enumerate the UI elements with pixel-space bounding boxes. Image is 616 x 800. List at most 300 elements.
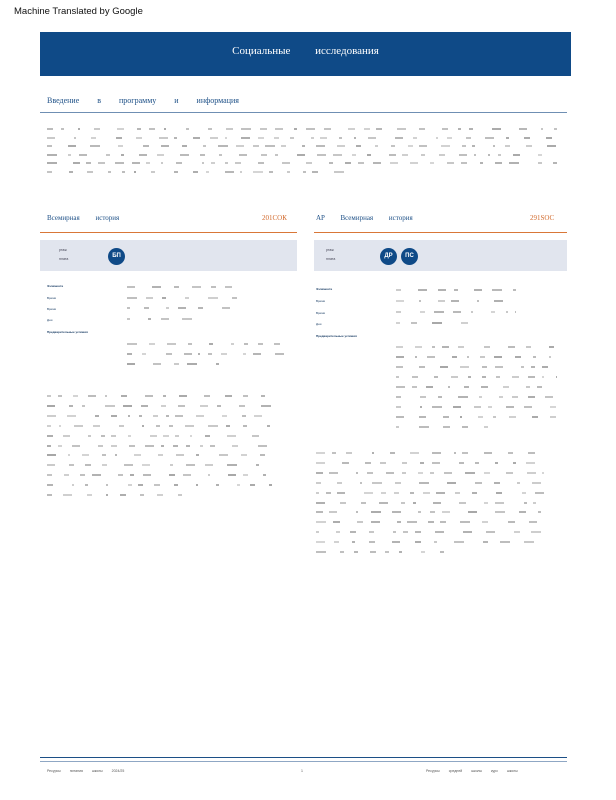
- text-fragment: [542, 376, 544, 378]
- text-fragment: [153, 415, 158, 417]
- text-fragment: [354, 551, 358, 553]
- text-fragment: [380, 462, 386, 464]
- text-fragment: [438, 396, 442, 398]
- text-fragment: [542, 366, 548, 368]
- text-fragment: [136, 137, 142, 139]
- text-fragment: [472, 492, 477, 494]
- text-fragment: [82, 405, 85, 407]
- footer-left: Ресурсы питания школы 2024/25: [47, 769, 125, 773]
- text-fragment: [532, 482, 541, 484]
- text-fragment: [47, 154, 57, 156]
- text-fragment: [149, 128, 155, 130]
- text-fragment: [493, 416, 497, 418]
- text-fragment: [169, 425, 174, 427]
- text-fragment: [506, 137, 509, 139]
- text-fragment: [73, 395, 77, 397]
- text-fragment: [441, 145, 450, 147]
- text-line: [316, 502, 544, 503]
- text-fragment: [506, 311, 508, 313]
- text-fragment: [442, 511, 450, 513]
- text-fragment: [196, 415, 204, 417]
- text-fragment: [47, 464, 55, 466]
- text-fragment: [174, 363, 179, 365]
- panel-label: плата: [326, 257, 336, 261]
- text-fragment: [462, 452, 468, 454]
- text-fragment: [239, 154, 247, 156]
- text-fragment: [185, 425, 193, 427]
- text-fragment: [549, 346, 553, 348]
- text-fragment: [533, 356, 536, 358]
- text-fragment: [144, 307, 149, 309]
- text-fragment: [226, 425, 231, 427]
- field-label: Время: [316, 311, 326, 315]
- panel-label: ртаж: [326, 248, 334, 252]
- text-fragment: [47, 494, 52, 496]
- text-line: [47, 405, 272, 406]
- text-fragment: [161, 318, 170, 320]
- text-fragment: [495, 502, 504, 504]
- text-fragment: [200, 405, 208, 407]
- course-badge-icon: ДР: [380, 248, 397, 265]
- text-fragment: [419, 128, 425, 130]
- text-fragment: [127, 318, 130, 320]
- text-fragment: [491, 311, 496, 313]
- text-line: [47, 484, 272, 485]
- text-line: [396, 300, 516, 301]
- text-fragment: [432, 462, 440, 464]
- text-fragment: [401, 502, 405, 504]
- text-line: [127, 353, 287, 354]
- text-fragment: [174, 484, 178, 486]
- text-fragment: [86, 162, 90, 164]
- text-fragment: [69, 464, 74, 466]
- text-fragment: [419, 145, 427, 147]
- text-fragment: [227, 435, 236, 437]
- text-fragment: [121, 395, 127, 397]
- text-fragment: [432, 406, 442, 408]
- text-fragment: [58, 445, 61, 447]
- text-fragment: [492, 128, 502, 130]
- text-fragment: [176, 162, 182, 164]
- text-line: [396, 416, 556, 417]
- text-fragment: [73, 162, 80, 164]
- text-fragment: [302, 145, 306, 147]
- text-fragment: [461, 162, 467, 164]
- text-fragment: [47, 435, 53, 437]
- text-fragment: [243, 474, 247, 476]
- text-fragment: [122, 171, 125, 173]
- text-fragment: [432, 346, 435, 348]
- text-fragment: [142, 425, 144, 427]
- text-fragment: [467, 356, 469, 358]
- text-fragment: [334, 171, 344, 173]
- text-fragment: [403, 531, 408, 533]
- text-fragment: [47, 445, 51, 447]
- text-fragment: [500, 541, 509, 543]
- text-fragment: [550, 416, 556, 418]
- text-fragment: [333, 521, 340, 523]
- footer-rule: [40, 761, 567, 762]
- text-fragment: [106, 494, 108, 496]
- text-fragment: [428, 521, 435, 523]
- text-line: [316, 452, 544, 453]
- text-fragment: [137, 128, 141, 130]
- text-fragment: [227, 464, 237, 466]
- text-fragment: [477, 300, 479, 302]
- text-fragment: [420, 406, 422, 408]
- text-line: [47, 162, 557, 163]
- field-label: Время: [47, 296, 57, 300]
- text-fragment: [161, 445, 164, 447]
- text-fragment: [205, 464, 213, 466]
- text-fragment: [68, 454, 70, 456]
- field-label: Время: [316, 299, 326, 303]
- text-line: [127, 363, 287, 364]
- text-fragment: [475, 482, 482, 484]
- text-fragment: [333, 154, 342, 156]
- text-fragment: [438, 289, 445, 291]
- text-fragment: [225, 286, 232, 288]
- text-fragment: [356, 472, 358, 474]
- text-fragment: [148, 318, 151, 320]
- text-fragment: [141, 405, 148, 407]
- text-fragment: [329, 511, 337, 513]
- text-fragment: [352, 154, 356, 156]
- text-fragment: [545, 396, 553, 398]
- text-fragment: [390, 162, 398, 164]
- text-fragment: [64, 474, 69, 476]
- text-fragment: [154, 484, 160, 486]
- course-badge-icon: ПС: [401, 248, 418, 265]
- text-fragment: [121, 154, 124, 156]
- text-fragment: [524, 406, 532, 408]
- text-fragment: [427, 356, 436, 358]
- text-fragment: [261, 395, 265, 397]
- text-fragment: [389, 154, 396, 156]
- text-fragment: [127, 307, 130, 309]
- text-fragment: [312, 171, 319, 173]
- text-fragment: [90, 145, 100, 147]
- text-fragment: [430, 472, 434, 474]
- text-fragment: [495, 462, 498, 464]
- text-line: [396, 322, 516, 323]
- text-fragment: [74, 425, 82, 427]
- text-fragment: [140, 494, 143, 496]
- text-fragment: [373, 162, 381, 164]
- text-fragment: [367, 472, 374, 474]
- text-fragment: [535, 492, 544, 494]
- text-fragment: [494, 300, 502, 302]
- text-fragment: [204, 395, 210, 397]
- text-fragment: [182, 145, 188, 147]
- text-fragment: [88, 395, 96, 397]
- text-fragment: [151, 171, 155, 173]
- text-fragment: [210, 445, 215, 447]
- text-fragment: [198, 353, 201, 355]
- text-fragment: [512, 376, 519, 378]
- text-fragment: [316, 452, 325, 454]
- text-fragment: [68, 145, 76, 147]
- text-fragment: [59, 425, 62, 427]
- text-fragment: [526, 462, 534, 464]
- text-fragment: [371, 511, 381, 513]
- text-fragment: [105, 395, 107, 397]
- text-fragment: [124, 464, 132, 466]
- text-fragment: [509, 162, 519, 164]
- text-fragment: [350, 531, 356, 533]
- text-fragment: [92, 474, 101, 476]
- text-fragment: [484, 346, 489, 348]
- text-fragment: [434, 376, 438, 378]
- text-fragment: [452, 356, 457, 358]
- text-fragment: [316, 521, 326, 523]
- text-fragment: [396, 396, 401, 398]
- text-fragment: [290, 137, 294, 139]
- text-fragment: [153, 363, 161, 365]
- text-fragment: [379, 502, 387, 504]
- text-fragment: [554, 128, 557, 130]
- text-fragment: [282, 162, 289, 164]
- text-line: [47, 415, 272, 416]
- text-fragment: [495, 511, 504, 513]
- text-fragment: [106, 154, 110, 156]
- text-fragment: [134, 171, 136, 173]
- text-fragment: [236, 145, 243, 147]
- text-fragment: [475, 462, 479, 464]
- text-fragment: [407, 521, 417, 523]
- text-fragment: [496, 492, 503, 494]
- text-fragment: [186, 445, 190, 447]
- text-fragment: [258, 162, 264, 164]
- text-fragment: [339, 137, 342, 139]
- text-fragment: [116, 137, 122, 139]
- text-line: [396, 346, 556, 347]
- text-line: [47, 474, 272, 475]
- text-line: [396, 426, 556, 427]
- text-fragment: [447, 137, 451, 139]
- text-fragment: [173, 445, 178, 447]
- text-line: [47, 494, 272, 495]
- text-fragment: [158, 454, 163, 456]
- text-fragment: [434, 541, 437, 543]
- text-fragment: [356, 511, 358, 513]
- text-fragment: [420, 462, 424, 464]
- text-fragment: [538, 162, 542, 164]
- text-fragment: [537, 386, 543, 388]
- text-fragment: [138, 484, 142, 486]
- text-fragment: [101, 435, 105, 437]
- text-fragment: [253, 145, 259, 147]
- text-fragment: [432, 322, 442, 324]
- text-fragment: [531, 531, 541, 533]
- text-fragment: [482, 366, 487, 368]
- text-fragment: [106, 484, 108, 486]
- text-fragment: [354, 137, 356, 139]
- page-number: 1: [301, 769, 303, 773]
- text-fragment: [149, 343, 156, 345]
- text-fragment: [519, 128, 527, 130]
- text-fragment: [186, 464, 195, 466]
- text-fragment: [222, 307, 230, 309]
- text-fragment: [206, 171, 209, 173]
- text-fragment: [217, 405, 221, 407]
- text-fragment: [462, 145, 466, 147]
- text-fragment: [166, 353, 172, 355]
- text-fragment: [526, 346, 531, 348]
- text-fragment: [232, 445, 238, 447]
- text-fragment: [472, 145, 475, 147]
- text-fragment: [152, 286, 161, 288]
- text-fragment: [316, 502, 325, 504]
- page-title: Социальные исследования: [232, 45, 379, 57]
- text-fragment: [447, 162, 455, 164]
- text-fragment: [365, 462, 370, 464]
- text-fragment: [261, 154, 268, 156]
- text-fragment: [336, 531, 339, 533]
- text-fragment: [146, 297, 154, 299]
- text-fragment: [231, 343, 234, 345]
- text-fragment: [123, 405, 133, 407]
- text-fragment: [166, 415, 169, 417]
- text-fragment: [396, 386, 405, 388]
- text-fragment: [533, 502, 536, 504]
- text-fragment: [128, 435, 130, 437]
- text-fragment: [306, 162, 312, 164]
- text-fragment: [316, 482, 321, 484]
- text-line: [396, 376, 556, 377]
- text-fragment: [216, 484, 220, 486]
- text-fragment: [453, 311, 461, 313]
- text-fragment: [410, 452, 419, 454]
- text-fragment: [371, 521, 379, 523]
- text-fragment: [47, 137, 55, 139]
- text-fragment: [232, 297, 237, 299]
- text-fragment: [178, 405, 185, 407]
- text-fragment: [376, 128, 381, 130]
- text-fragment: [492, 289, 502, 291]
- text-fragment: [80, 474, 85, 476]
- text-fragment: [134, 454, 141, 456]
- text-fragment: [139, 415, 142, 417]
- text-fragment: [178, 494, 182, 496]
- text-fragment: [303, 171, 306, 173]
- text-fragment: [316, 145, 325, 147]
- text-fragment: [396, 376, 399, 378]
- text-fragment: [345, 162, 351, 164]
- text-fragment: [244, 343, 249, 345]
- text-line: [316, 541, 544, 542]
- text-fragment: [494, 356, 502, 358]
- text-fragment: [63, 435, 71, 437]
- text-fragment: [241, 128, 251, 130]
- text-fragment: [459, 502, 466, 504]
- text-fragment: [157, 494, 162, 496]
- text-fragment: [117, 128, 124, 130]
- text-fragment: [440, 366, 447, 368]
- text-fragment: [146, 162, 150, 164]
- text-fragment: [182, 318, 191, 320]
- text-line: [316, 551, 544, 552]
- text-fragment: [408, 145, 413, 147]
- text-fragment: [369, 541, 375, 543]
- text-fragment: [411, 322, 417, 324]
- text-fragment: [521, 366, 525, 368]
- text-fragment: [385, 551, 389, 553]
- text-fragment: [253, 353, 262, 355]
- text-fragment: [281, 145, 286, 147]
- text-fragment: [159, 137, 168, 139]
- text-fragment: [252, 435, 259, 437]
- text-fragment: [179, 395, 187, 397]
- text-fragment: [200, 445, 203, 447]
- text-fragment: [479, 396, 483, 398]
- text-fragment: [549, 356, 551, 358]
- text-fragment: [512, 396, 519, 398]
- text-fragment: [410, 492, 414, 494]
- text-fragment: [317, 154, 326, 156]
- text-fragment: [253, 171, 263, 173]
- text-fragment: [439, 154, 446, 156]
- text-fragment: [357, 521, 362, 523]
- text-fragment: [324, 128, 331, 130]
- text-fragment: [47, 145, 52, 147]
- text-fragment: [508, 452, 513, 454]
- text-fragment: [176, 454, 184, 456]
- text-fragment: [471, 311, 473, 313]
- text-fragment: [440, 551, 445, 553]
- text-line: [127, 286, 237, 287]
- text-fragment: [329, 162, 333, 164]
- text-fragment: [494, 482, 500, 484]
- text-fragment: [235, 162, 240, 164]
- text-fragment: [484, 472, 490, 474]
- text-fragment: [459, 462, 464, 464]
- text-fragment: [436, 137, 439, 139]
- text-fragment: [196, 454, 199, 456]
- text-fragment: [111, 415, 117, 417]
- text-fragment: [210, 137, 219, 139]
- text-fragment: [337, 492, 345, 494]
- text-fragment: [460, 366, 469, 368]
- text-fragment: [208, 474, 210, 476]
- text-fragment: [435, 531, 444, 533]
- text-fragment: [442, 128, 448, 130]
- right-column-title: AP Всемирная история: [316, 214, 413, 222]
- text-fragment: [480, 162, 482, 164]
- text-fragment: [396, 311, 401, 313]
- text-fragment: [260, 454, 264, 456]
- text-fragment: [455, 492, 459, 494]
- text-fragment: [466, 137, 472, 139]
- text-fragment: [526, 386, 530, 388]
- text-line: [127, 307, 237, 308]
- text-fragment: [211, 162, 214, 164]
- text-fragment: [275, 353, 284, 355]
- text-line: [47, 454, 272, 455]
- text-fragment: [526, 145, 532, 147]
- text-fragment: [243, 425, 247, 427]
- text-fragment: [506, 406, 514, 408]
- text-fragment: [396, 366, 403, 368]
- text-fragment: [142, 353, 146, 355]
- text-fragment: [222, 415, 227, 417]
- text-line: [396, 386, 556, 387]
- text-fragment: [167, 343, 176, 345]
- text-fragment: [482, 376, 486, 378]
- text-fragment: [419, 366, 424, 368]
- text-line: [316, 492, 544, 493]
- text-fragment: [420, 396, 426, 398]
